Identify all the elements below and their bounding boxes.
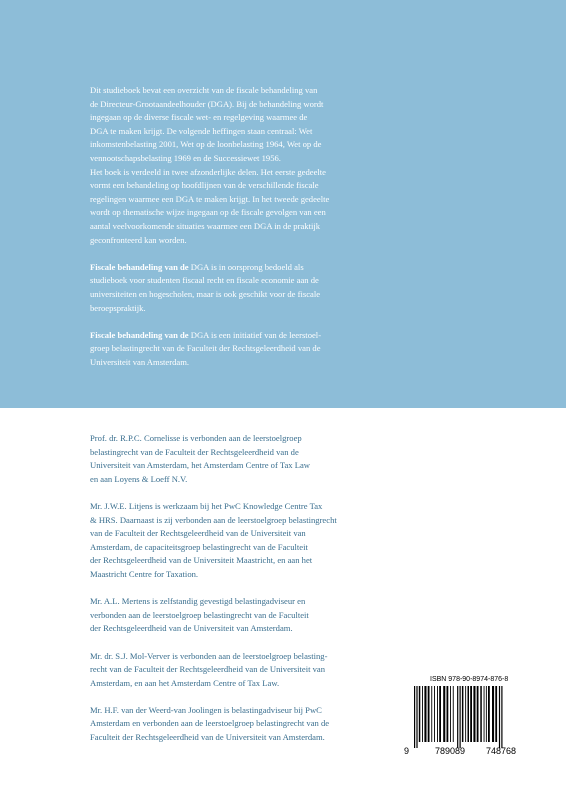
barcode-bar xyxy=(484,686,485,742)
barcode-digits-right: 748768 xyxy=(486,746,517,756)
barcode-bar xyxy=(450,686,451,742)
barcode-bar xyxy=(495,686,497,742)
barcode-bar xyxy=(439,686,441,742)
book-title-mention: Fiscale behandeling van de xyxy=(90,261,189,272)
barcode-bar xyxy=(443,686,445,742)
author-bio-mertens: Mr. A.L. Mertens is zelfstandig gevestigd belastingadviseur en verbonden aan de leerstoelgroep belastingrecht van de Faculteit der Rechtsgeleerdheid van de Universiteit van Amsterdam. xyxy=(90,596,309,634)
barcode-bar xyxy=(492,686,494,742)
blurb-text xyxy=(90,84,490,383)
book-title-mention: Fiscale behandeling van de xyxy=(90,329,189,340)
barcode-bar xyxy=(468,686,470,742)
isbn-text: ISBN 978-90-8974-876-8 xyxy=(430,676,509,683)
barcode-bar xyxy=(501,686,502,748)
author-bio-cornelisse: Prof. dr. R.P.C. Cornelisse is verbonden aan de leerstoelgroep belastingrecht van de Faculteit der Rechtsgeleerdheid van de Universiteit van Amsterdam, het Amsterdam Centre of Tax Law en aan Loyens & Loeff N.V. xyxy=(90,433,310,484)
barcode-bar xyxy=(465,686,466,742)
barcode-bar xyxy=(414,686,415,748)
barcode-bar xyxy=(453,686,454,742)
barcode-bar xyxy=(462,686,464,742)
author-bio-litjens: Mr. J.W.E. Litjens is werkzaam bij het PwC Knowledge Centre Tax & HRS. Daarnaast is zij verbonden aan de leerstoelgroep belastingrecht van de Faculteit der Rechtsgeleerdheid van de Universiteit van Amsterdam, de capaciteitsgroep belastingrecht van de Faculteit der Rechtsgeleerdheid van de Universiteit Maastricht, en aan het Maastricht Centre for Taxation. xyxy=(90,500,337,579)
barcode-bar xyxy=(488,686,490,742)
barcode-bar xyxy=(477,686,479,742)
barcode-bar xyxy=(434,686,435,742)
blurb-paragraph-1: Dit studieboek bevat een overzicht van de fiscale behandeling van de Directeur-Grootaandeelhouder (DGA). Bij de behandeling wordt ingegaan op de diverse fiscale wet- en regelgeving waarmee de DGA te maken krijgt. De volgende heffingen staan centraal: Wet inkomstenbelasting 2001, Wet op de loonbelasting 1964, Wet op de vennootschapsbelasting 1969 en de Successiewet 1956. Het boek is verdeeld in twee afzonderlijke delen. Het eerste gedeelte vormt een behandeling op hoofdlijnen van de verschillende fiscale regelingen waarmee een DGA te maken krijgt. In het tweede gedeelte wordt op thematische wijze ingegaan op de fiscale gevolgen van een aantal veelvoorkomende situaties waarmee een DGA in de praktijk geconfronteerd kan worden. xyxy=(90,85,330,245)
barcode-bar xyxy=(480,686,482,742)
barcode-icon xyxy=(400,686,560,758)
author-bio-van-der-weerd: Mr. H.F. van der Weerd-van Joolingen is belastingadviseur bij PwC Amsterdam en verbonden aan de leerstoelgroep belastingrecht van de Faculteit der Rechtsgeleerdheid van de Universiteit van Amsterdam. xyxy=(90,704,330,743)
barcode-bars xyxy=(414,686,503,748)
blurb-paragraph-3: Fiscale behandeling van de DGA is een initiatief van de leerstoel- groep belastingrecht van de Faculteit der Rechtsgeleerdheid van de Universiteit van Amsterdam. xyxy=(90,329,322,367)
barcode-bar xyxy=(470,686,472,742)
barcode-bar xyxy=(457,686,458,748)
barcode-digit-first: 9 xyxy=(404,746,410,756)
barcode-bar xyxy=(437,686,438,742)
author-bio-mol-verver: Mr. dr. S.J. Mol-Verver is verbonden aan de leerstoelgroep belasting- recht van de Faculteit der Rechtsgeleerdheid van de Universiteit van Amsterdam, en aan het Amsterdam Centre of Tax Law. xyxy=(90,650,328,688)
barcode-bar xyxy=(424,686,426,742)
barcode-bar xyxy=(431,686,432,742)
barcode-digits-left: 789089 xyxy=(435,746,466,756)
barcode-bar xyxy=(428,686,430,742)
barcode-bar xyxy=(447,686,449,742)
barcode-bar xyxy=(422,686,423,742)
barcode-bar xyxy=(499,686,500,748)
barcode-bar xyxy=(473,686,475,742)
blurb-paragraph-2: Fiscale behandeling van de DGA is in oorsprong bedoeld als studieboek voor studenten fiscaal recht en fiscale economie aan de universiteiten en hogescholen, maar is ook geschikt voor de fiscale beroepspraktijk. xyxy=(90,261,321,313)
barcode-bar xyxy=(416,686,417,748)
barcode-bar xyxy=(460,686,461,748)
barcode-label xyxy=(400,668,560,760)
barcode-bar xyxy=(419,686,421,742)
barcode-bar xyxy=(486,686,487,742)
